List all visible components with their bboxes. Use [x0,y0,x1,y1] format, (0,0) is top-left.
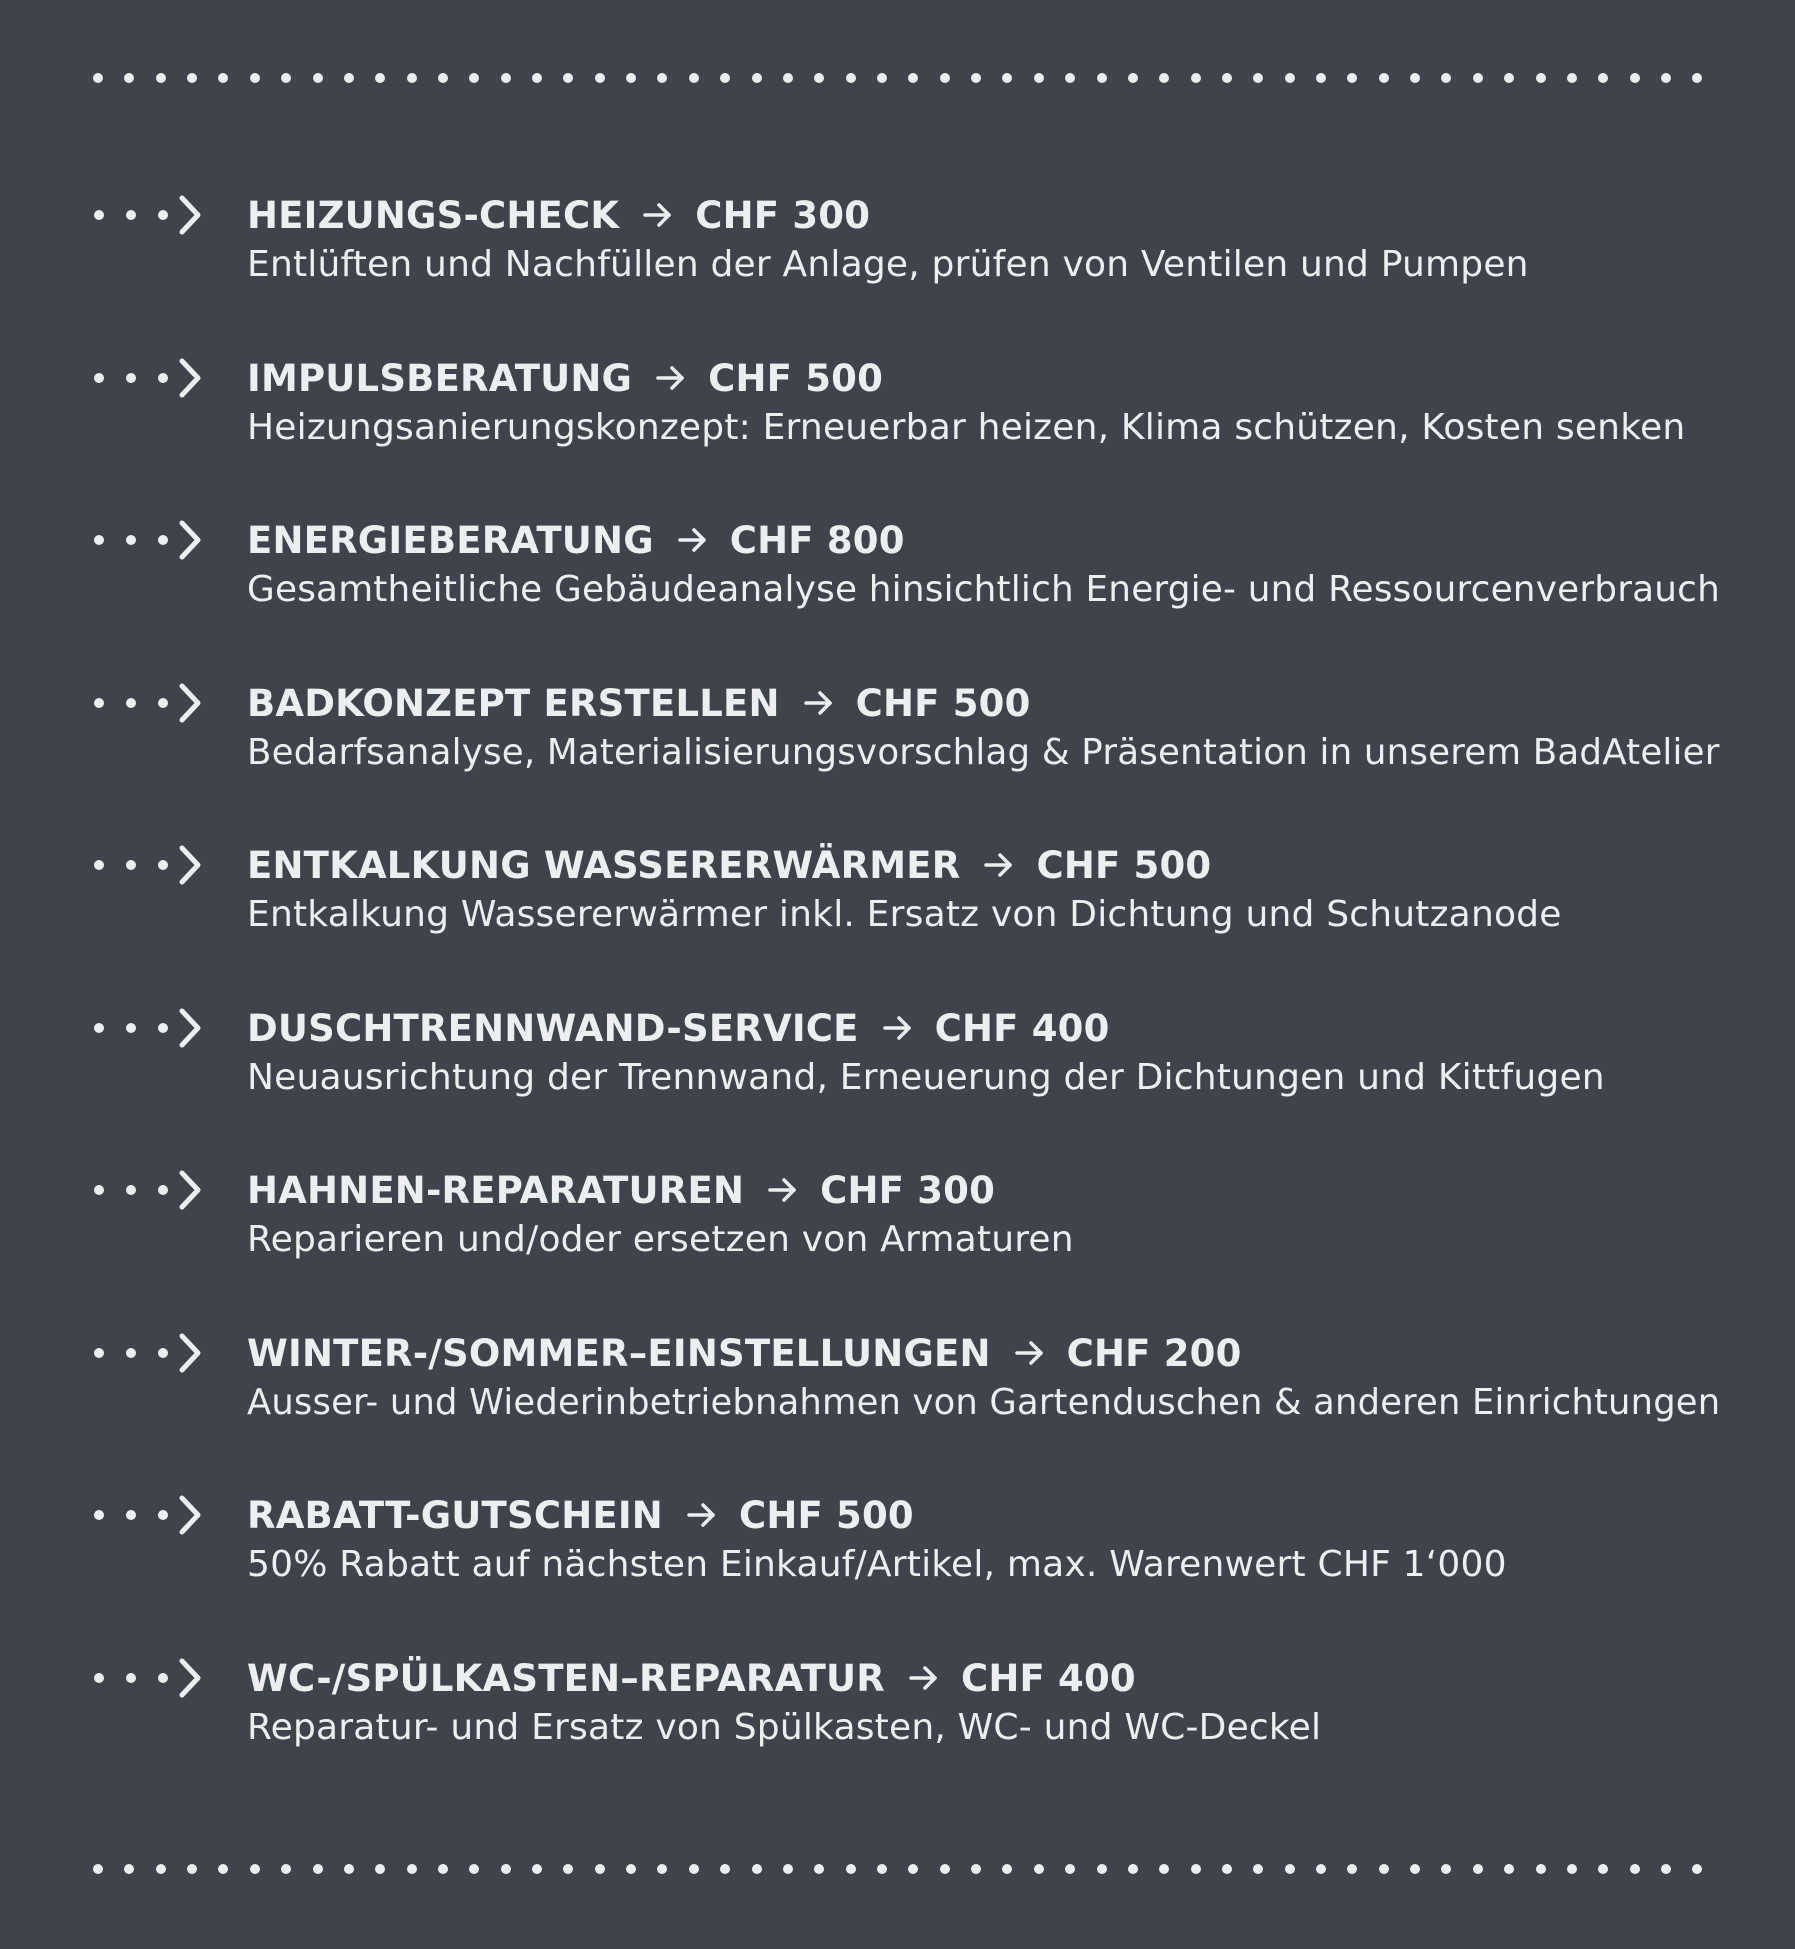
divider-dot [1410,73,1420,83]
service-price: CHF 800 [729,518,905,562]
service-title: BADKONZEPT ERSTELLEN [247,681,780,725]
service-description: Ausser- und Wiederinbetriebnahmen von Gartenduschen & anderen Einrichtungen [247,1382,1721,1423]
right-arrow-icon [687,1501,717,1529]
top-dotted-divider [93,70,1703,86]
divider-dot [971,1864,981,1874]
divider-dot [187,73,197,83]
service-description: Reparieren und/oder ersetzen von Armaturen [247,1219,1074,1260]
right-arrow-icon [678,526,708,554]
divider-dot [1034,1864,1044,1874]
service-title: WC-/SPÜLKASTEN–REPARATUR [247,1656,885,1700]
divider-dot [689,1864,699,1874]
divider-dot [1002,1864,1012,1874]
divider-dot [532,73,542,83]
divider-dot [501,73,511,83]
service-title: RABATT-GUTSCHEIN [247,1493,663,1537]
right-arrow-icon [984,851,1014,879]
divider-dot [940,73,950,83]
divider-dot [407,73,417,83]
service-heading [247,1485,914,1545]
service-item [0,348,1795,478]
service-title: ENERGIEBERATUNG [247,518,654,562]
service-price: CHF 200 [1066,1331,1242,1375]
divider-dot [407,1864,417,1874]
divider-dot [595,73,605,83]
divider-dot [1692,73,1702,83]
right-arrow-icon [768,1176,798,1204]
divider-dot [657,73,667,83]
divider-dot [218,73,228,83]
divider-dot [1504,73,1514,83]
service-item [0,673,1795,803]
divider-dot [375,73,385,83]
service-price: CHF 400 [960,1656,1136,1700]
service-item [0,510,1795,640]
divider-dot [657,1864,667,1874]
service-title: WINTER-/SOMMER–EINSTELLUNGEN [247,1331,991,1375]
service-heading [247,998,1110,1058]
divider-dot [1065,73,1075,83]
right-arrow-icon [804,689,834,717]
divider-dot [1567,1864,1577,1874]
divider-dot [1441,73,1451,83]
service-price: CHF 400 [934,1006,1110,1050]
divider-dot [1598,1864,1608,1874]
service-heading [247,1648,1136,1708]
right-arrow-icon [643,201,673,229]
divider-dot [344,73,354,83]
divider-dot [1410,1864,1420,1874]
divider-dot [250,73,260,83]
divider-dot [1222,73,1232,83]
divider-dot [877,1864,887,1874]
divider-dot [313,73,323,83]
divider-dot [1285,73,1295,83]
right-arrow-icon [909,1664,939,1692]
divider-dot [1661,73,1671,83]
divider-dot [281,73,291,83]
service-item [0,1648,1795,1778]
service-heading [247,1323,1242,1383]
divider-dot [1253,1864,1263,1874]
divider-dot [908,73,918,83]
service-price: CHF 500 [1036,843,1212,887]
service-description: 50% Rabatt auf nächsten Einkauf/Artikel, max. Warenwert CHF 1‘000 [247,1544,1507,1585]
divider-dot [1316,73,1326,83]
service-description: Entlüften und Nachfüllen der Anlage, prüfen von Ventilen und Pumpen [247,244,1529,285]
divider-dot [689,73,699,83]
divider-dot [1222,1864,1232,1874]
service-item [0,1485,1795,1615]
dotted-chevron-arrow-icon [90,1168,206,1212]
divider-dot [344,1864,354,1874]
divider-dot [626,1864,636,1874]
right-arrow-icon [656,364,686,392]
divider-dot [313,1864,323,1874]
divider-dot [1285,1864,1295,1874]
service-price: CHF 300 [695,193,871,237]
divider-dot [124,1864,134,1874]
divider-dot [1536,1864,1546,1874]
divider-dot [93,73,103,83]
divider-dot [532,1864,542,1874]
bottom-dotted-divider [93,1861,1703,1877]
divider-dot [1379,73,1389,83]
divider-dot [1097,1864,1107,1874]
divider-dot [1661,1864,1671,1874]
service-price: CHF 500 [855,681,1031,725]
dotted-chevron-arrow-icon [90,1331,206,1375]
divider-dot [595,1864,605,1874]
divider-dot [93,1864,103,1874]
divider-dot [281,1864,291,1874]
service-title: ENTKALKUNG WASSERERWÄRMER [247,843,961,887]
service-heading [247,348,883,408]
divider-dot [501,1864,511,1874]
service-item [0,1160,1795,1290]
divider-dot [375,1864,385,1874]
service-description: Heizungsanierungskonzept: Erneuerbar heizen, Klima schützen, Kosten senken [247,407,1686,448]
divider-dot [720,73,730,83]
divider-dot [752,73,762,83]
divider-dot [846,73,856,83]
divider-dot [846,1864,856,1874]
divider-dot [1473,1864,1483,1874]
service-price: CHF 300 [820,1168,996,1212]
service-heading [247,673,1031,733]
divider-dot [1441,1864,1451,1874]
divider-dot [971,73,981,83]
divider-dot [438,1864,448,1874]
service-heading [247,835,1211,895]
divider-dot [1002,73,1012,83]
right-arrow-icon [1015,1339,1045,1367]
divider-dot [218,1864,228,1874]
service-item [0,185,1795,315]
divider-dot [1504,1864,1514,1874]
divider-dot [156,73,166,83]
divider-dot [1473,73,1483,83]
divider-dot [563,73,573,83]
divider-dot [1347,1864,1357,1874]
divider-dot [1128,73,1138,83]
divider-dot [783,73,793,83]
service-description: Entkalkung Wassererwärmer inkl. Ersatz von Dichtung und Schutzanode [247,894,1562,935]
divider-dot [1536,73,1546,83]
divider-dot [1034,73,1044,83]
service-price: CHF 500 [738,1493,914,1537]
service-description: Gesamtheitliche Gebäudeanalyse hinsichtlich Energie- und Ressourcenverbrauch [247,569,1720,610]
divider-dot [1630,1864,1640,1874]
divider-dot [469,73,479,83]
divider-dot [1191,1864,1201,1874]
divider-dot [1316,1864,1326,1874]
dotted-chevron-arrow-icon [90,193,206,237]
divider-dot [156,1864,166,1874]
dotted-chevron-arrow-icon [90,1493,206,1537]
dotted-chevron-arrow-icon [90,843,206,887]
service-heading [247,510,905,570]
right-arrow-icon [883,1014,913,1042]
divider-dot [469,1864,479,1874]
divider-dot [187,1864,197,1874]
dotted-chevron-arrow-icon [90,681,206,725]
service-heading [247,1160,995,1220]
divider-dot [1692,1864,1702,1874]
dotted-chevron-arrow-icon [90,356,206,400]
service-description: Bedarfsanalyse, Materialisierungsvorschlag & Präsentation in unserem BadAtelier [247,732,1720,773]
dotted-chevron-arrow-icon [90,518,206,562]
divider-dot [752,1864,762,1874]
divider-dot [1598,73,1608,83]
divider-dot [1253,73,1263,83]
divider-dot [1567,73,1577,83]
service-title: HEIZUNGS-CHECK [247,193,620,237]
divider-dot [940,1864,950,1874]
divider-dot [438,73,448,83]
service-description: Neuausrichtung der Trennwand, Erneuerung der Dichtungen und Kittfugen [247,1057,1605,1098]
divider-dot [1159,73,1169,83]
divider-dot [877,73,887,83]
service-title: IMPULSBERATUNG [247,356,633,400]
service-heading [247,185,870,245]
divider-dot [626,73,636,83]
dotted-chevron-arrow-icon [90,1656,206,1700]
service-item [0,1323,1795,1453]
divider-dot [1630,73,1640,83]
divider-dot [720,1864,730,1874]
divider-dot [783,1864,793,1874]
service-title: DUSCHTRENNWAND-SERVICE [247,1006,859,1050]
divider-dot [563,1864,573,1874]
divider-dot [908,1864,918,1874]
divider-dot [1347,73,1357,83]
service-price: CHF 500 [708,356,884,400]
divider-dot [1379,1864,1389,1874]
divider-dot [1159,1864,1169,1874]
divider-dot [1065,1864,1075,1874]
divider-dot [1097,73,1107,83]
service-item [0,835,1795,965]
divider-dot [1191,73,1201,83]
service-description: Reparatur- und Ersatz von Spülkasten, WC- und WC-Deckel [247,1707,1322,1748]
dotted-chevron-arrow-icon [90,1006,206,1050]
divider-dot [814,73,824,83]
divider-dot [124,73,134,83]
service-title: HAHNEN-REPARATUREN [247,1168,745,1212]
divider-dot [1128,1864,1138,1874]
service-item [0,998,1795,1128]
divider-dot [250,1864,260,1874]
divider-dot [814,1864,824,1874]
